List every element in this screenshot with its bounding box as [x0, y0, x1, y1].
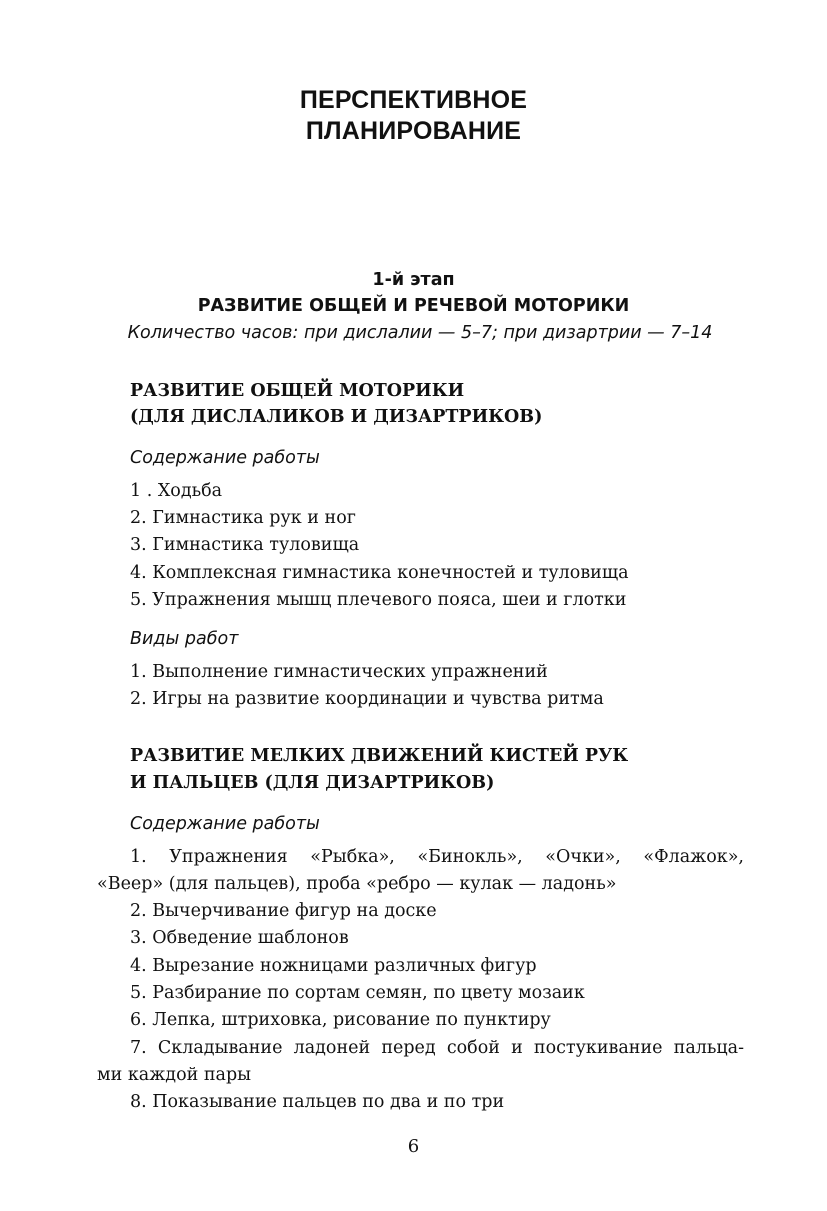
section-2-title-line-1: РАЗВИТИЕ МЕЛКИХ ДВИЖЕНИЙ КИСТЕЙ РУК [130, 746, 629, 766]
section-2-item-1-line-1: 1. Упражнения «Рыбка», «Бинокль», «Очки», «Флажок», [130, 847, 744, 867]
page-number: 6 [407, 1136, 420, 1157]
section-2-item-8: 8. Показывание пальцев по два и по три [130, 1092, 505, 1112]
section-1-content-item: 1 . Ходьба [130, 481, 223, 501]
section-1-types-item: 2. Игры на развитие координации и чувства ритма [130, 689, 604, 709]
section-2-item: 6. Лепка, штриховка, рисование по пунктиру [130, 1010, 551, 1030]
page-title-line-2: ПЛАНИРОВАНИЕ [305, 117, 522, 145]
section-1-types-heading: Виды работ [130, 629, 239, 649]
section-2-title-line-2: И ПАЛЬЦЕВ (ДЛЯ ДИЗАРТРИКОВ) [130, 773, 495, 793]
section-1-title-line-2: (ДЛЯ ДИСЛАЛИКОВ И ДИЗАРТРИКОВ) [130, 407, 543, 427]
section-2-item: 4. Вырезание ножницами различных фигур [130, 956, 537, 976]
section-1-types-item: 1. Выполнение гимнастических упражнений [130, 662, 548, 682]
section-2-content-heading: Содержание работы [130, 814, 320, 834]
section-1-content-item: 5. Упражнения мышц плечевого пояса, шеи и глотки [130, 590, 627, 610]
section-2-item-1-line-2: «Веер» (для пальцев), проба «ребро — кулак — ладонь» [97, 874, 617, 894]
section-2-item: 2. Вычерчивание фигур на доске [130, 901, 437, 921]
stage-label: 1-й этап [372, 270, 455, 290]
stage-hours: Количество часов: при дислалии — 5–7; при дизартрии — 7–14 [127, 323, 713, 343]
section-1-content-heading: Содержание работы [130, 448, 320, 468]
section-2-item: 5. Разбирание по сортам семян, по цвету мозаик [130, 983, 585, 1003]
section-2-item: 3. Обведение шаблонов [130, 928, 349, 948]
page-title-line-1: ПЕРСПЕКТИВНОЕ [299, 86, 528, 114]
stage-name: РАЗВИТИЕ ОБЩЕЙ И РЕЧЕВОЙ МОТОРИКИ [197, 296, 630, 316]
section-1-content-item: 2. Гимнастика рук и ног [130, 508, 356, 528]
section-2-item-7-line-1: 7. Складывание ладоней перед собой и постукивание пальца- [130, 1038, 744, 1058]
section-1-title-line-1: РАЗВИТИЕ ОБЩЕЙ МОТОРИКИ [130, 381, 465, 401]
section-2-item-7-line-2: ми каждой пары [97, 1065, 252, 1085]
section-1-content-item: 3. Гимнастика туловища [130, 535, 360, 555]
section-1-content-item: 4. Комплексная гимнастика конечностей и туловища [130, 563, 629, 583]
